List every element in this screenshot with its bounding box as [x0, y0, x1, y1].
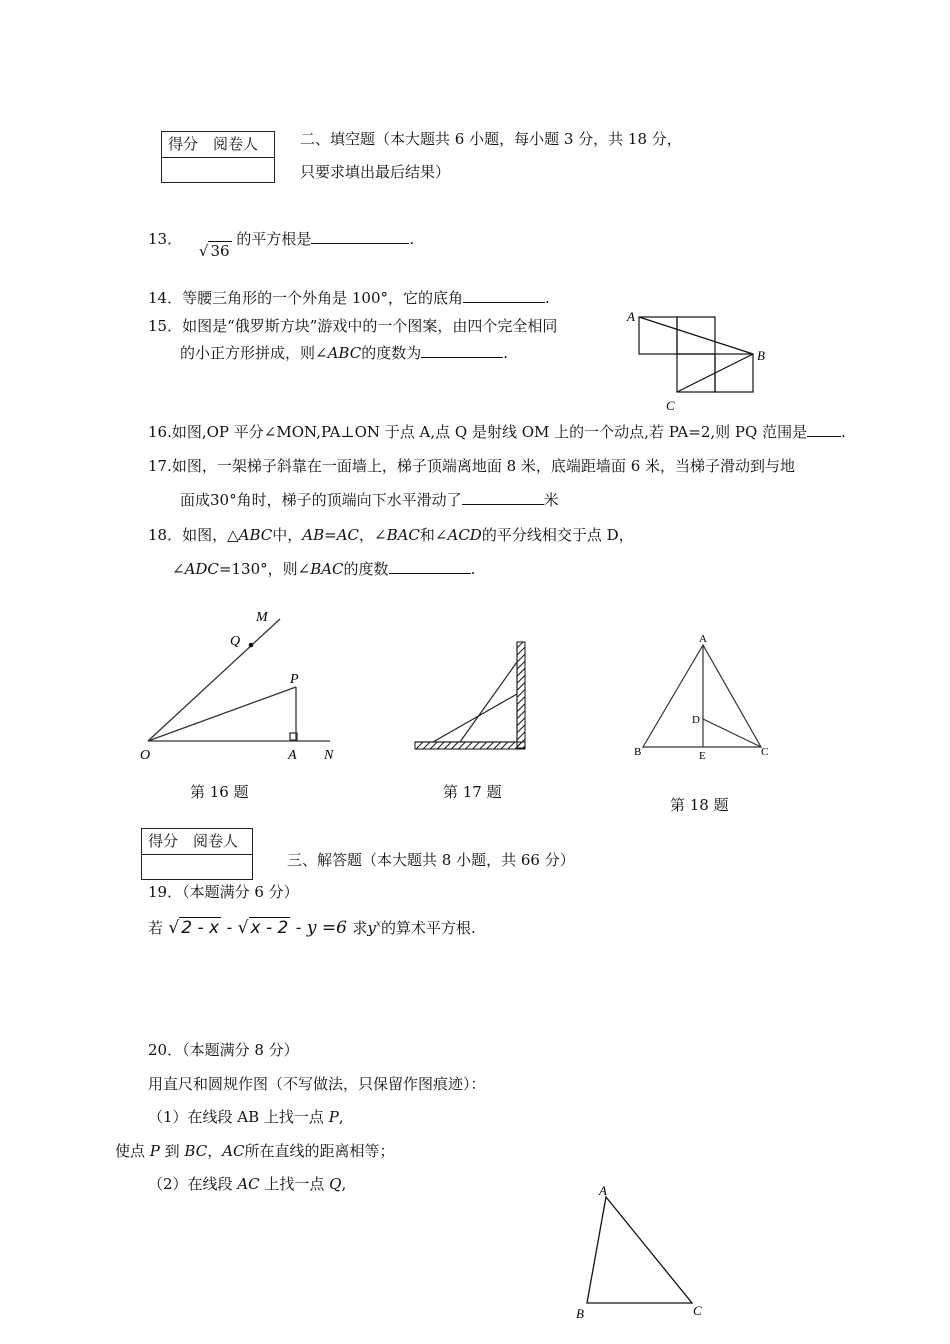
- q14-text: 14．等腰三角形的一个外角是 100°，它的底角: [148, 289, 463, 307]
- q14-answer-blank[interactable]: [463, 288, 545, 303]
- question-13: 13． √ 36 的平方根是 .: [148, 230, 415, 260]
- figure-18: [628, 628, 778, 768]
- q15-tetris-figure: [622, 308, 772, 418]
- question-20-part1: （1）在线段 AB 上找一点 P,: [148, 1108, 344, 1126]
- question-20-part1-cont: 使点 P 到 BC，AC所在直线的距离相等；: [115, 1142, 395, 1160]
- question-19-body: 若 √ 2 - x - √ x - 2 - y =6 求$y^x$的算术平方根.: [148, 918, 476, 938]
- figure-18-caption: 第 18 题: [670, 796, 729, 814]
- fig16-label-P: P: [290, 672, 299, 687]
- section2-heading-line1: 二、填空题（本大题共 6 小题，每小题 3 分，共 18 分，: [300, 130, 682, 148]
- score-box-header: 得分 阅卷人: [162, 132, 274, 158]
- q15-label-C: C: [666, 398, 675, 413]
- question-20-title: 20．（本题满分 8 分）: [148, 1041, 299, 1059]
- question-18-line2: ∠ADC=130°，则∠BAC的度数 .: [172, 560, 476, 578]
- fig16-label-A: A: [288, 748, 297, 763]
- fig18-label-D: D: [692, 714, 700, 726]
- score-box-section3: [141, 828, 253, 880]
- fig16-label-N: N: [324, 748, 334, 763]
- fig16-label-Q: Q: [230, 634, 241, 649]
- question-19-title: 19．（本题满分 6 分）: [148, 883, 299, 901]
- q15-square-4: [715, 354, 753, 392]
- q18-answer-blank[interactable]: [389, 559, 471, 574]
- question-20-part2: （2）在线段 AC 上找一点 Q,: [148, 1175, 347, 1193]
- fig18-label-B: B: [634, 746, 642, 758]
- figure-17-caption: 第 17 题: [443, 783, 502, 801]
- q15-label-A: A: [627, 309, 635, 324]
- figure-16: [130, 600, 360, 770]
- question-17-line2: 面成30°角时，梯子的顶端向下水平滑动了 米: [180, 491, 559, 509]
- q19-radical-1: 2 - x: [181, 918, 220, 938]
- fig17-ladder-before: [460, 662, 517, 742]
- figure-17: [405, 632, 540, 757]
- q20-label-C: C: [693, 1303, 702, 1318]
- fig16-label-O: O: [140, 748, 151, 763]
- q13-number: 13．: [148, 230, 183, 248]
- section3-heading: 三、解答题（本大题共 8 小题，共 66 分）: [287, 851, 575, 869]
- q16-answer-blank[interactable]: [807, 422, 841, 437]
- q20-label-A: A: [599, 1183, 607, 1198]
- q13-answer-blank[interactable]: [311, 229, 409, 244]
- q15-label-B: B: [757, 348, 765, 363]
- q20-triangle-figure: [570, 1180, 710, 1322]
- q13-radical: 36: [210, 242, 230, 260]
- fig17-wall: [517, 642, 525, 748]
- question-14: 14．等腰三角形的一个外角是 100°，它的底角 .: [148, 289, 550, 307]
- q20-triangle-ABC: [587, 1197, 692, 1303]
- question-18-line1: 18．如图，△ABC中，AB=AC，∠BAC和∠ACD的平分线相交于点 D，: [148, 526, 634, 544]
- question-15-line2: 的小正方形拼成，则∠ABC的度数为 .: [180, 344, 508, 362]
- question-20-intro: 用直尺和圆规作图（不写做法，只保留作图痕迹）：: [148, 1075, 486, 1093]
- q20-label-B: B: [576, 1306, 584, 1321]
- fig16-ray-OM: [148, 619, 280, 741]
- question-15-line1: 15．如图是“俄罗斯方块”游戏中的一个图案，由四个完全相同: [148, 317, 558, 335]
- q15-answer-blank[interactable]: [421, 343, 503, 358]
- question-17-line1: 17.如图，一架梯子斜靠在一面墙上，梯子顶端离地面 8 米，底端距墙面 6 米，当梯子滑动到与地: [148, 457, 796, 475]
- fig18-label-E: E: [699, 750, 706, 762]
- fig16-label-M: M: [256, 610, 268, 625]
- question-16: 16.如图,OP 平分∠MON,PA⊥ON 于点 A,点 Q 是射线 OM 上的一个动点,若 PA=2,则 PQ 范围是 .: [148, 423, 846, 441]
- fig18-segment-DC: [703, 719, 761, 747]
- q13-text: 的平方根是: [236, 230, 312, 248]
- q15-segment-AB: [639, 317, 753, 354]
- fig18-label-A: A: [699, 633, 707, 645]
- fig16-segment-OP: [148, 687, 296, 741]
- q15-square-3: [677, 354, 715, 392]
- fig18-label-C: C: [761, 746, 769, 758]
- fig17-ladder-after: [433, 694, 517, 742]
- figure-16-caption: 第 16 题: [190, 783, 249, 801]
- score-box-section2: [161, 131, 275, 183]
- q19-radical-2: x - 2: [250, 918, 289, 938]
- section2-heading-line2: 只要求填出最后结果）: [300, 163, 451, 181]
- q17-answer-blank[interactable]: [462, 490, 544, 505]
- fig17-ground: [415, 742, 525, 749]
- fig16-point-Q: [249, 643, 254, 648]
- fig18-triangle-ABC: [643, 645, 761, 747]
- score-box-header: 得分 阅卷人: [142, 829, 252, 855]
